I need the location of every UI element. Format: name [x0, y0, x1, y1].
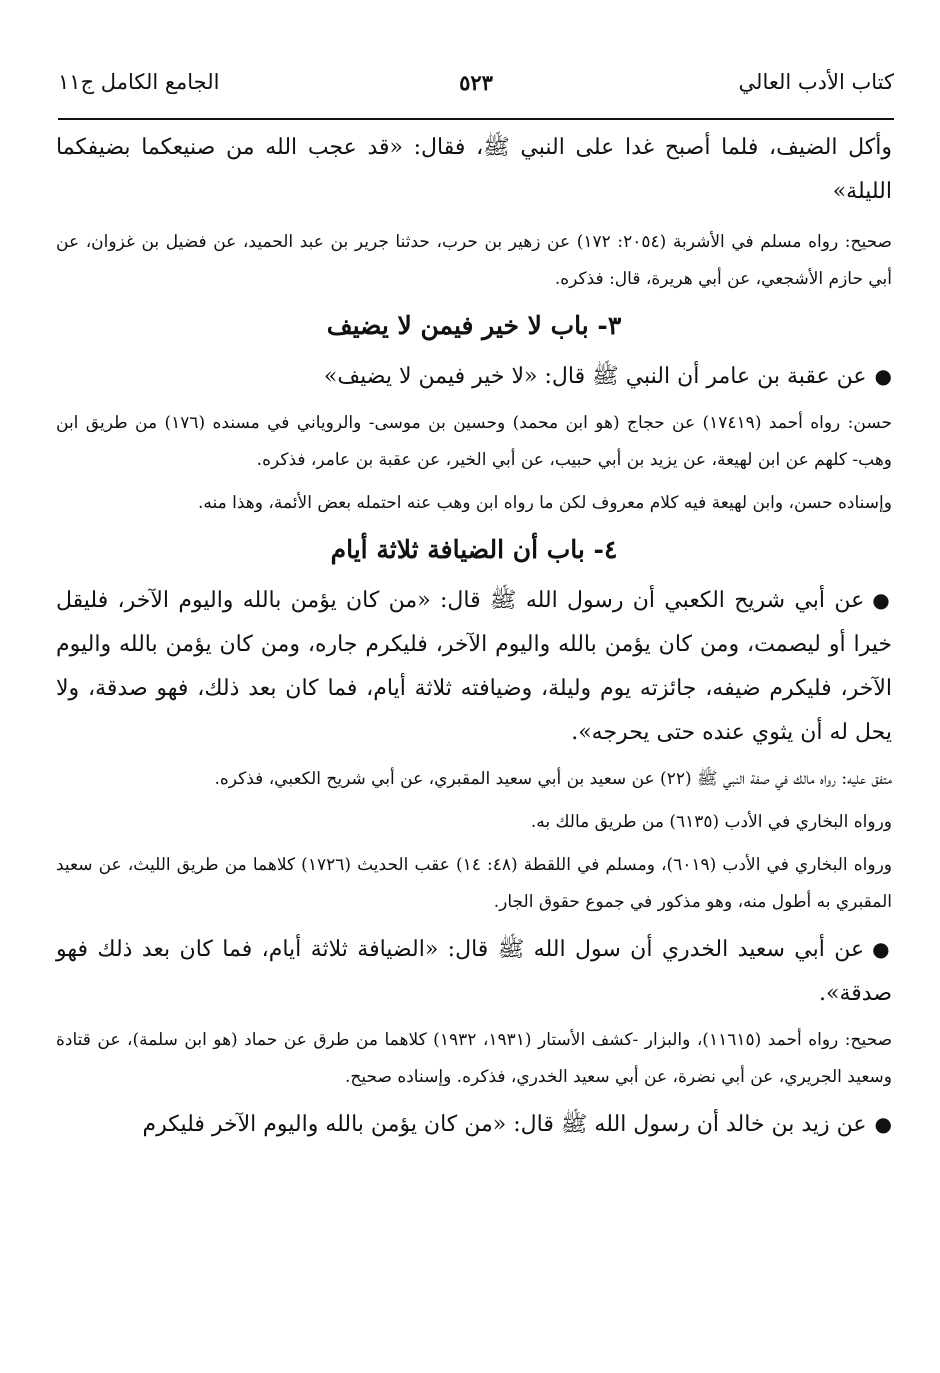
book-title: كتاب الأدب العالي [738, 70, 894, 94]
hadith-text [56, 1102, 892, 1147]
hadith-body: عن أبي شريح الكعبي أن رسول الله ﷺ قال: «من كان يؤمن بالله واليوم الآخر، فليقل خيرا أو ليصمت، ومن كان يؤمن بالله واليوم الآخر، فليكرم جاره، ومن كان يؤمن بالله واليوم الآخر، فليكرم ضيفه، جائزته يوم وليلة، وضيافته ثلاثة أيام، فما كان بعد ذلك، فهو صدقة، ولا يحل له أن يثوي عنده حتى يحرجه». [56, 588, 892, 745]
chapter-heading: ٤- باب أن الضيافة ثلاثة أيام [330, 535, 618, 564]
hadith-body: عن أبي سعيد الخدري أن سول الله ﷺ قال: «الضيافة ثلاثة أيام، فما كان بعد ذلك فهو صدقة». [56, 937, 892, 1006]
header-rule [58, 118, 894, 120]
takhrij-note: ورواه البخاري في الأدب (٦٠١٩)، ومسلم في اللقطة (٤٨: ١٤) عقب الحديث (١٧٢٦) كلاهما من طريق الليث، عن سعيد المقبري به أطول منه، وهو مذكور في جموع حقوق الجار. [56, 855, 893, 912]
takhrij-note: وإسناده حسن، وابن لهيعة فيه كلام معروف لكن ما رواه ابن وهب عنه احتمله بعض الأئمة، وهذا منه. [198, 493, 892, 513]
collection-title: الجامع الكامل ج١١ [58, 70, 220, 94]
takhrij-note: متفق عليه: رواه مالك في صفة النبي ﷺ (٢٢) عن سعيد بن أبي سعيد المقبري، عن أبي شريح الكعبي، فذكره. [214, 769, 892, 789]
hadith-text [56, 354, 892, 399]
bullet-icon: ● [874, 364, 892, 388]
hadith-text [56, 927, 892, 1016]
bullet-icon: ● [874, 1112, 892, 1136]
hadith-text: وأكل الضيف، فلما أصبح غدا على النبي ﷺ، فقال: «قد عجب الله من صنيعكما بضيفكما الليلة» [56, 135, 892, 204]
takhrij-note: صحيح: رواه مسلم في الأشربة (٢٠٥٤: ١٧٢) عن زهير بن حرب، حدثنا جرير بن عبد الحميد، عن فضيل بن غزوان، عن أبي حازم الأشجعي، عن أبي هريرة، قال: فذكره. [56, 232, 892, 289]
hadith-text [56, 578, 892, 755]
takhrij-note: حسن: رواه أحمد (١٧٤١٩) عن حجاج (هو ابن محمد) وحسين بن موسى- والروياني في مسنده (١٧٦) من طريق ابن وهب- كلهم عن ابن لهيعة، عن يزيد بن أبي حبيب، عن أبي الخير، عن عقبة بن عامر، فذكره. [56, 413, 892, 470]
chapter-heading: ٣- باب لا خير فيمن لا يضيف [326, 311, 622, 340]
takhrij-note: ورواه البخاري في الأدب (٦١٣٥) من طريق مالك به. [530, 812, 892, 832]
running-header [58, 66, 894, 106]
page-body [56, 126, 892, 1147]
hadith-body: عن عقبة بن عامر أن النبي ﷺ قال: «لا خير فيمن لا يضيف» [323, 364, 867, 389]
bullet-icon: ● [872, 588, 892, 612]
page-number: ٥٢٣ [459, 70, 493, 95]
hadith-body: عن زيد بن خالد أن رسول الله ﷺ قال: «من كان يؤمن بالله واليوم الآخر فليكرم [142, 1112, 867, 1137]
takhrij-note: صحيح: رواه أحمد (١١٦١٥)، والبزار -كشف الأستار (١٩٣١، ١٩٣٢) كلاهما من طرق عن حماد (هو ابن سلمة)، عن قتادة وسعيد الجريري، عن أبي نضرة، عن أبي سعيد الخدري، فذكره. وإسناده صحيح. [56, 1030, 892, 1087]
bullet-icon: ● [872, 937, 893, 961]
